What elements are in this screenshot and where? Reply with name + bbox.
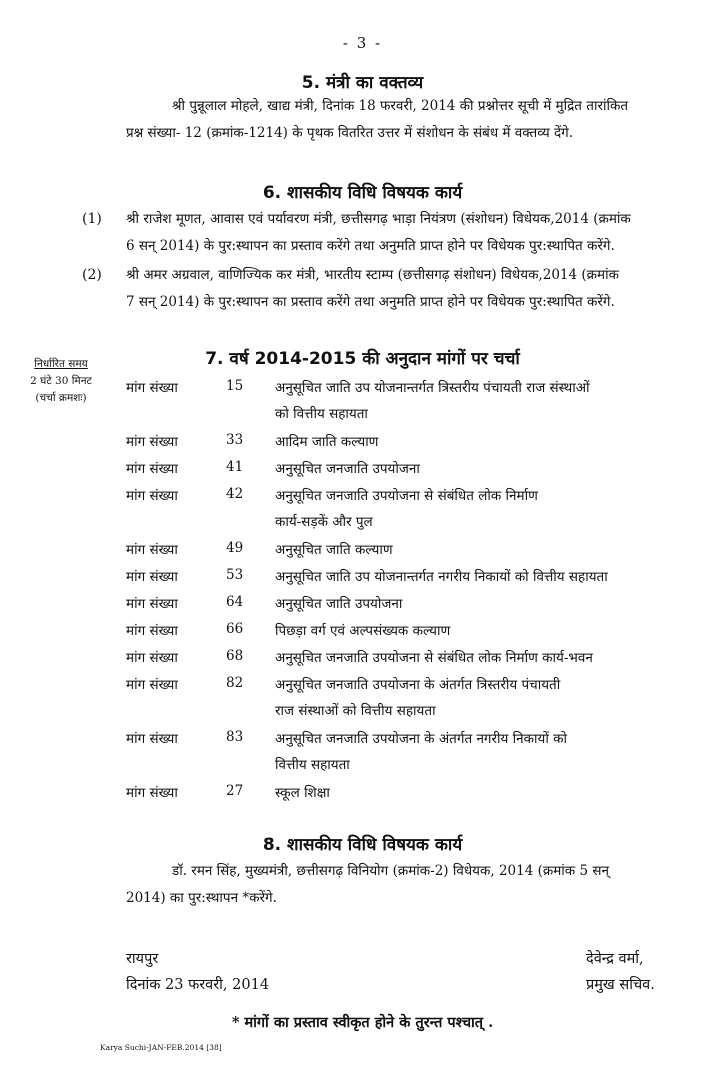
demand-description: अनुसूचित जनजाति उपयोजना [275,461,420,477]
section-8-line-1: डॉ. रमन सिंह, मुख्यमंत्री, छत्तीसगढ़ विनियोग (क्रमांक-2) विधेयक, 2014 (क्रमांक 5 सन् [172,863,609,879]
demand-number: 27 [226,783,244,799]
section-7-heading: 7. वर्ष 2014-2015 की अनुदान मांगों पर चर्चा [205,349,520,369]
signatory-name: देवेन्द्र वर्मा, [586,951,644,967]
signatory-designation: प्रमुख सचिव. [586,977,655,993]
demand-label: मांग संख्या [126,488,178,504]
section-6-heading: 6. शासकीय विधि विषयक कार्य [262,183,463,203]
section-5-line-1: श्री पुन्नूलाल मोहले, खाद्य मंत्री, दिनांक 18 फरवरी, 2014 की प्रश्नोत्तर सूची में मुद्रित तारांकित [172,98,629,114]
demand-label: मांग संख्या [126,542,178,558]
section-5-heading: 5. मंत्री का वक्तव्य [301,73,424,93]
item-2-line-1: श्री अमर अग्रवाल, वाणिज्यिक कर मंत्री, भारतीय स्टाम्प (छत्तीसगढ़ संशोधन) विधेयक,2014 (क्रमांक [126,267,619,283]
demand-description: अनुसूचित जाति कल्याण [275,542,393,558]
demand-number: 33 [226,432,244,448]
demand-description: अनुसूचित जनजाति उपयोजना के अंतर्गत नगरीय निकायों को [275,731,568,747]
demand-description-cont: राज संस्थाओं को वित्तीय सहायता [275,703,436,719]
demand-label: मांग संख्या [126,434,178,450]
demand-description: स्कूल शिक्षा [275,785,330,801]
demand-number: 64 [226,594,244,610]
date: दिनांक 23 फरवरी, 2014 [126,977,270,993]
allotted-time-box [6,356,116,407]
demand-description-cont: को वित्तीय सहायता [275,406,368,422]
demand-number: 82 [226,675,244,691]
demand-label: मांग संख्या [126,677,178,693]
allotted-time-title: निर्धारित समय [34,358,88,370]
demand-number: 83 [226,729,244,745]
place: रायपुर [126,951,159,967]
demand-description: आदिम जाति कल्याण [275,434,379,450]
demand-description-cont: कार्य-सड़कें और पुल [275,514,373,530]
demand-label: मांग संख्या [126,596,178,612]
item-1-line-1: श्री राजेश मूणत, आवास एवं पर्यावरण मंत्री, छत्तीसगढ़ भाड़ा नियंत्रण (संशोधन) विधेयक,2014 (क्रमांक [126,211,631,227]
item-2-line-2: 7 सन् 2014) के पुर:स्थापन का प्रस्ताव करेंगे तथा अनुमति प्राप्त होने पर विधेयक पुर:स्थापित करेंगे. [126,294,615,310]
demand-description: अनुसूचित जनजाति उपयोजना के अंतर्गत त्रिस्तरीय पंचायती [275,677,561,693]
allotted-time-note: (चर्चा क्रमशः) [35,392,87,404]
demand-number: 15 [226,378,244,394]
section-8-line-2: 2014) का पुर:स्थापन *करेंगे. [126,890,277,906]
demand-label: मांग संख्या [126,731,178,747]
item-2-number: (2) [82,267,102,283]
demand-label: मांग संख्या [126,380,178,396]
demand-description: अनुसूचित जनजाति उपयोजना से संबंधित लोक निर्माण कार्य-भवन [275,650,593,666]
demand-description: अनुसूचित जाति उप योजनान्तर्गत नगरीय निकायों को वित्तीय सहायता [275,569,608,585]
demand-description-cont: वित्तीय सहायता [275,757,350,773]
demand-label: मांग संख्या [126,569,178,585]
demand-description: अनुसूचित जाति उपयोजना [275,596,403,612]
page-number: - 3 - [342,34,383,52]
footer-code: Karya Suchi-JAN-FEB.2014 [38] [100,1043,222,1052]
demand-label: मांग संख्या [126,461,178,477]
item-1-line-2: 6 सन् 2014) के पुर:स्थापन का प्रस्ताव करेंगे तथा अनुमति प्राप्त होने पर विधेयक पुर:स्थापित करेंगे. [126,238,615,254]
item-1-number: (1) [82,211,102,227]
demand-number: 66 [226,621,244,637]
demand-number: 41 [226,459,244,475]
demand-number: 53 [226,567,244,583]
demand-label: मांग संख्या [126,650,178,666]
section-5-line-2: प्रश्न संख्या- 12 (क्रमांक-1214) के पृथक वितरित उत्तर में संशोधन के संबंध में वक्तव्य देंगे. [126,125,574,141]
demand-description: पिछड़ा वर्ग एवं अल्पसंख्यक कल्याण [275,623,451,639]
demand-number: 42 [226,486,244,502]
demand-description: अनुसूचित जनजाति उपयोजना से संबंधित लोक निर्माण [275,488,538,504]
allotted-time-value: 2 घंटे 30 मिनट [30,375,92,387]
footnote: * मांगों का प्रस्ताव स्वीकृत होने के तुरन्त पश्चात् . [231,1014,494,1031]
demand-number: 49 [226,540,244,556]
demand-description: अनुसूचित जाति उप योजनान्तर्गत त्रिस्तरीय पंचायती राज संस्थाओं [275,380,590,396]
demand-label: मांग संख्या [126,785,178,801]
demand-label: मांग संख्या [126,623,178,639]
demand-number: 68 [226,648,244,664]
section-8-heading: 8. शासकीय विधि विषयक कार्य [262,835,463,855]
